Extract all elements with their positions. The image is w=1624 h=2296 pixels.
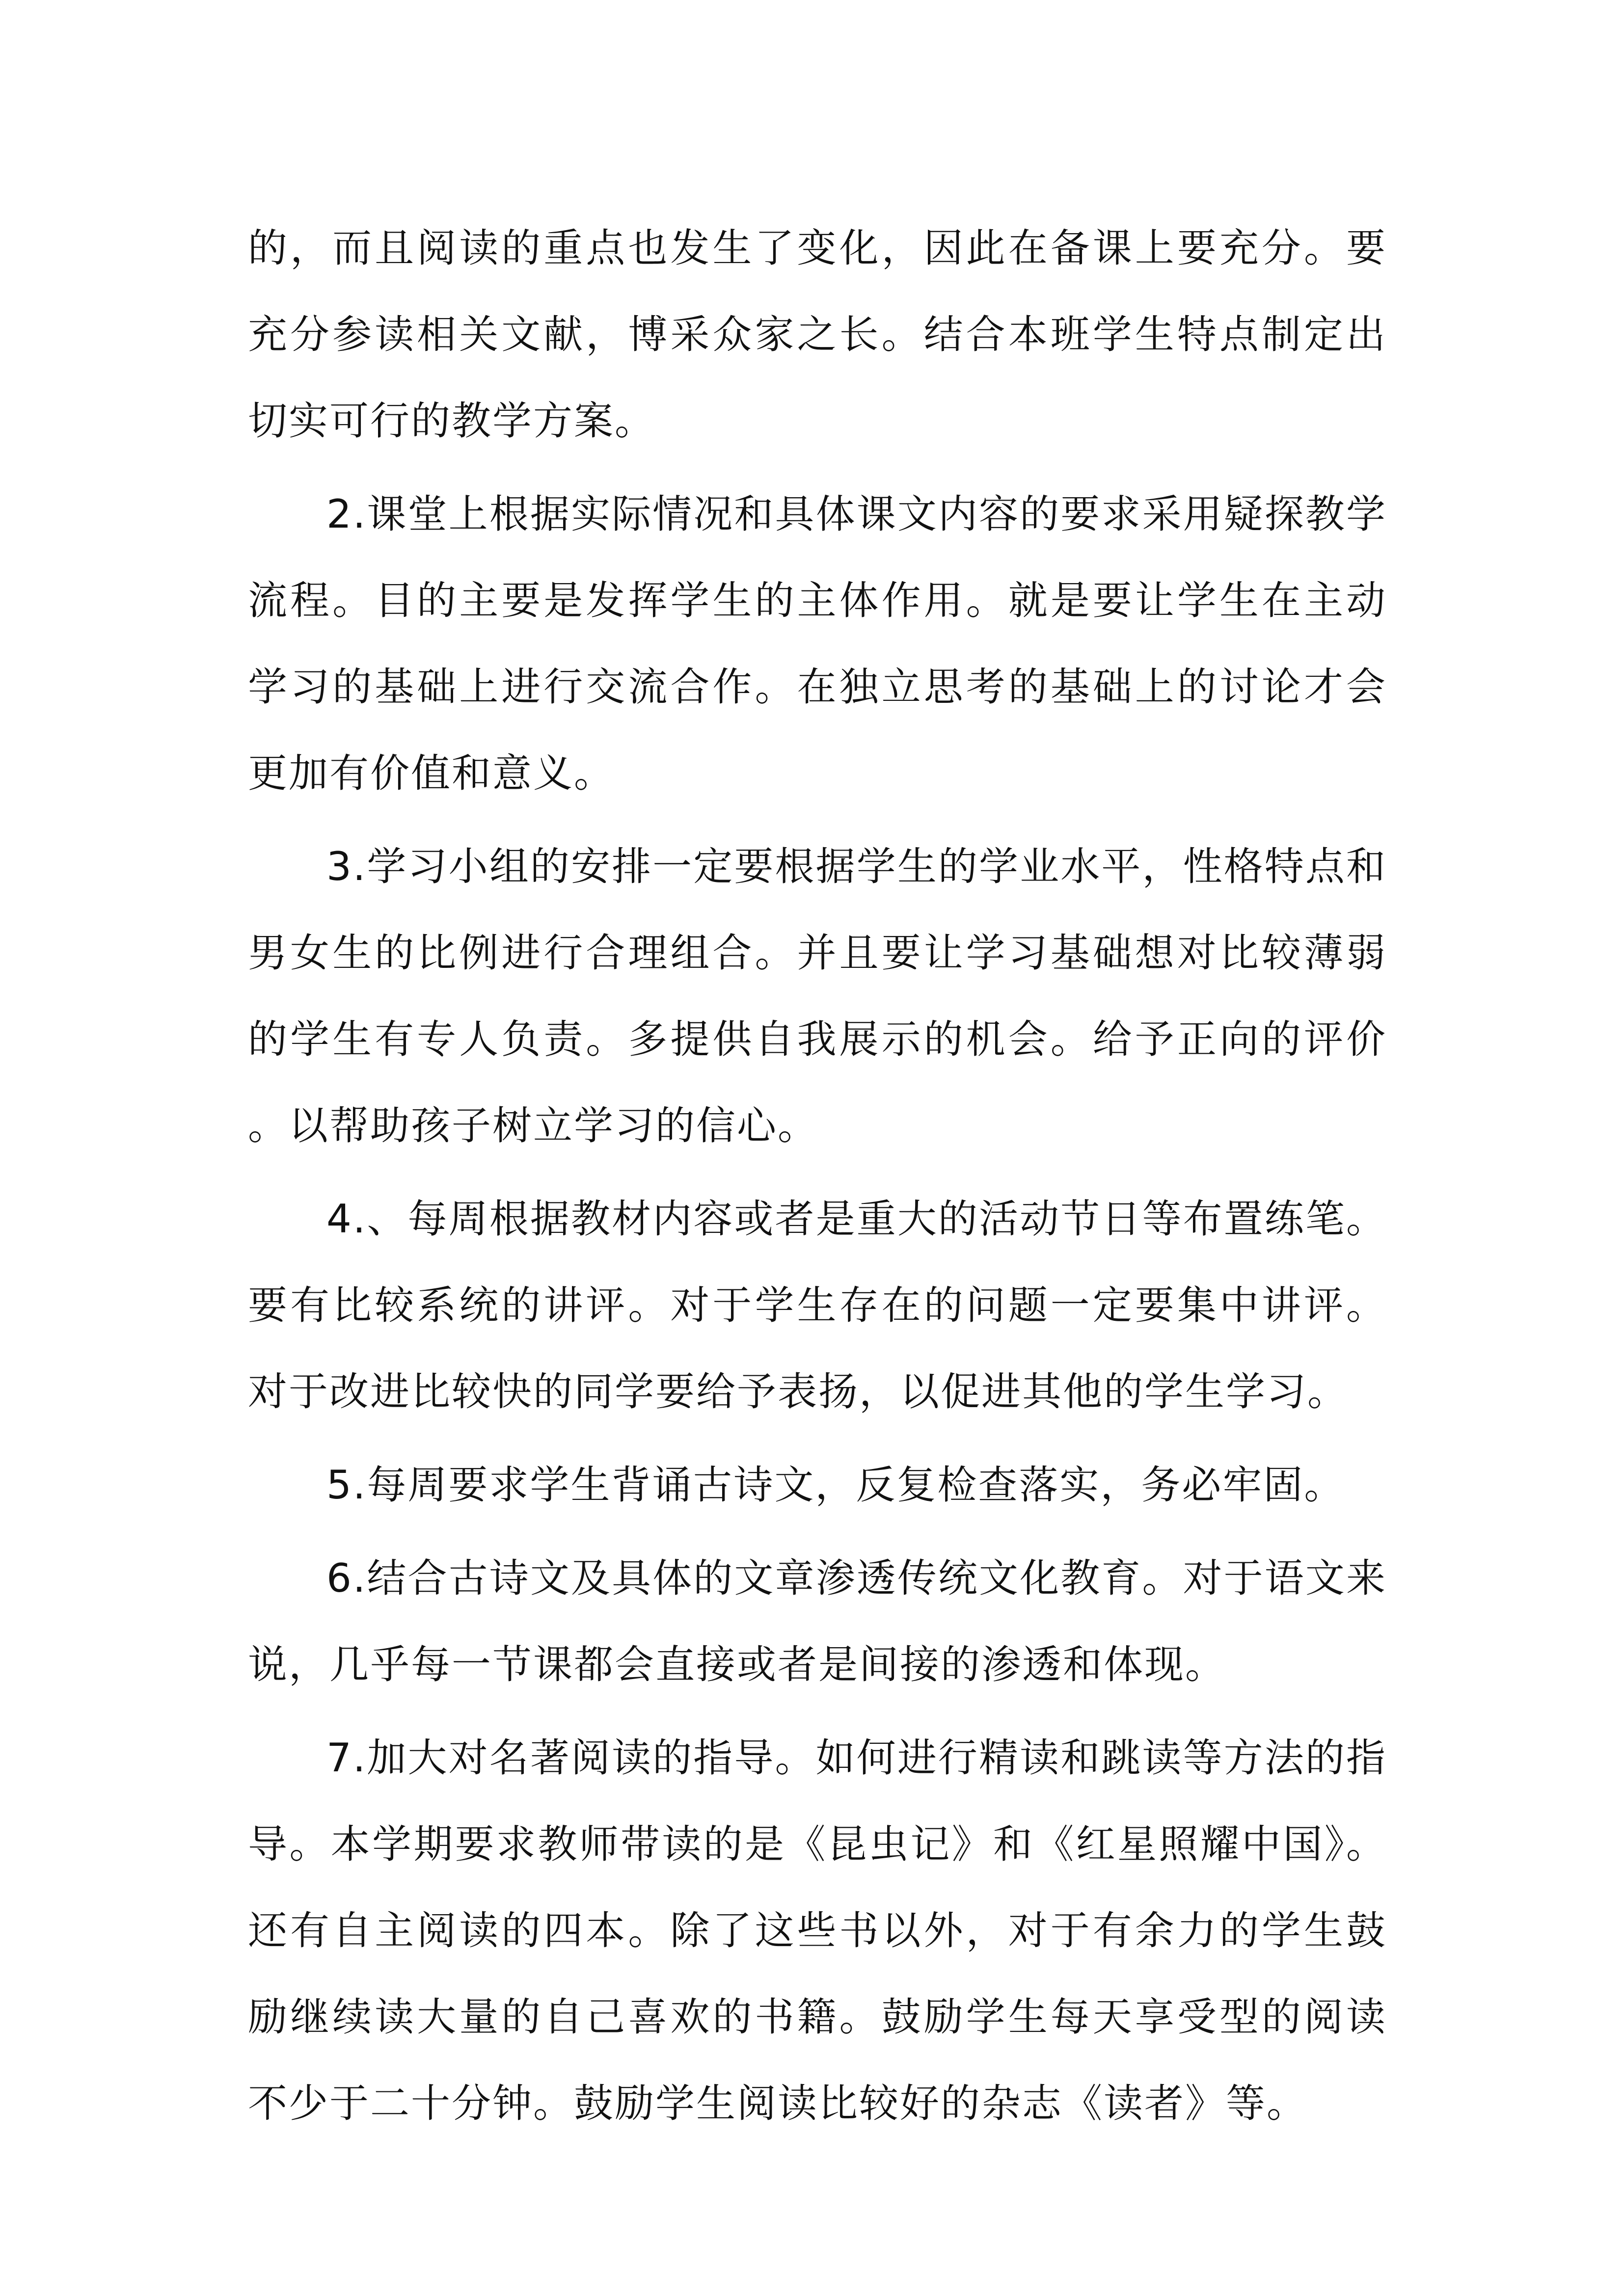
paragraph-item-3: 3.学习小组的安排一定要根据学生的学业水平，性格特点和男女生的比例进行合理组合。并且要让学习基础想对比较薄弱的学生有专人负责。多提供自我展示的机会。给予正向的评价。以帮助孩子树立学习的信心。 <box>248 844 1387 1148</box>
paragraph-item-7: 7.加大对名著阅读的指导。如何进行精读和跳读等方法的指导。本学期要求教师带读的是《昆虫记》和《红星照耀中国》。还有自主阅读的四本。除了这些书以外，对于有余力的学生鼓励继续读大量的自己喜欢的书籍。鼓励学生每天享受型的阅读不少于二十分钟。鼓励学生阅读比较好的杂志《读者》等。 <box>248 1735 1387 2126</box>
paragraph-continued: 的，而且阅读的重点也发生了变化，因此在备课上要充分。要充分参读相关文献，博采众家之长。结合本班学生特点制定出切实可行的教学方案。 <box>248 225 1387 444</box>
paragraph-item-6: 6.结合古诗文及具体的文章渗透传统文化教育。对于语文来说，几乎每一节课都会直接或者是间接的渗透和体现。 <box>248 1555 1387 1687</box>
document-body <box>248 205 1387 2154</box>
paragraph-item-4: 4.、每周根据教材内容或者是重大的活动节日等布置练笔。要有比较系统的讲评。对于学生存在的问题一定要集中讲评。对于改进比较快的同学要给予表扬，以促进其他的学生学习。 <box>248 1196 1387 1415</box>
paragraph-item-2: 2.课堂上根据实际情况和具体课文内容的要求采用疑探教学流程。目的主要是发挥学生的主体作用。就是要让学生在主动学习的基础上进行交流合作。在独立思考的基础上的讨论才会更加有价值和意义。 <box>248 491 1387 796</box>
paragraph-item-5: 5.每周要求学生背诵古诗文，反复检查落实，务必牢固。 <box>326 1462 1345 1508</box>
